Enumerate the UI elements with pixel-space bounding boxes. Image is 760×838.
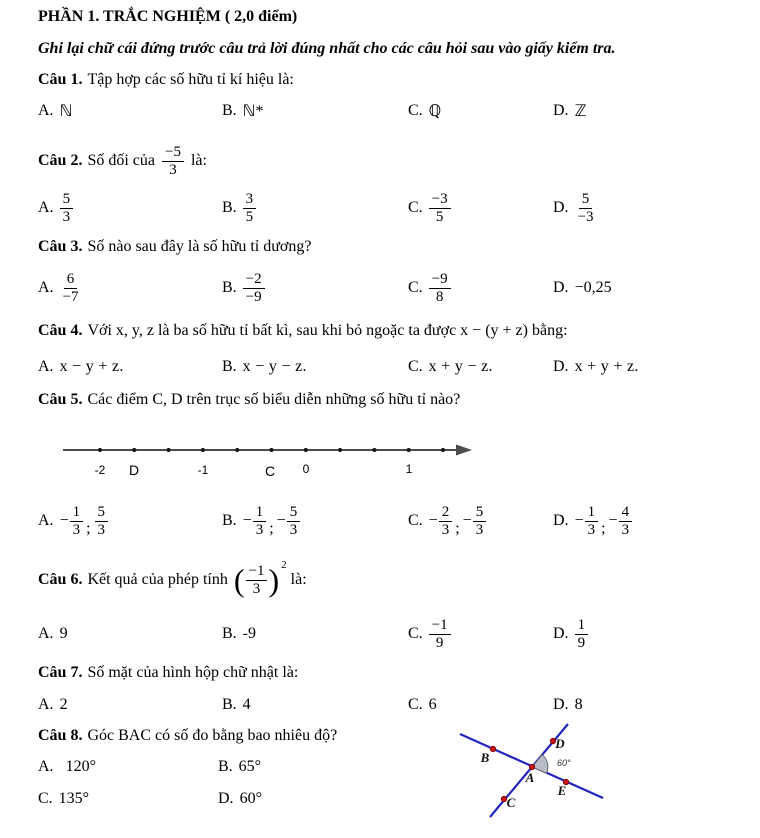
fraction-denominator: 3 [169, 161, 177, 178]
option-b [222, 101, 408, 121]
fraction-denominator: 3 [587, 521, 596, 538]
question-label: Câu 7. [38, 664, 83, 681]
fraction-numerator: 5 [60, 191, 74, 208]
fraction [243, 191, 257, 224]
question-label: Câu 6. [38, 571, 83, 588]
option-text: −0,25 [574, 279, 612, 296]
option-key: D. [553, 696, 569, 713]
option-c [408, 271, 553, 304]
fraction-numerator: 5 [287, 504, 301, 521]
fraction-numerator: −9 [429, 271, 451, 288]
question-1-title [38, 71, 294, 89]
fraction [243, 271, 265, 304]
minus-sign: − [59, 512, 69, 529]
option-b [222, 191, 408, 224]
question-label: Câu 8. [38, 727, 83, 744]
option-text: 6 [428, 696, 437, 713]
option-text: 60° [239, 790, 262, 807]
fraction-denominator: 3 [72, 521, 81, 538]
fraction-numerator: 1 [575, 617, 589, 634]
fraction-denominator: 5 [245, 208, 254, 225]
option-text: x − y − z. [242, 358, 307, 375]
question-6-title [38, 554, 307, 606]
option-b [222, 625, 408, 643]
minus-sign: − [574, 512, 584, 529]
question-3-title [38, 238, 311, 256]
question-7-title [38, 664, 298, 682]
option-d [553, 191, 753, 224]
fraction [473, 504, 487, 537]
fraction-numerator: −1 [429, 617, 451, 634]
fraction-numerator: 1 [585, 504, 599, 521]
fraction-denominator: 9 [577, 634, 586, 651]
option-key: A. [38, 279, 54, 296]
point-C-label: C [506, 795, 516, 810]
option-text: ℤ [574, 103, 587, 120]
point-B [490, 746, 495, 751]
fraction [60, 191, 74, 224]
question-6-options [38, 610, 753, 658]
fraction [162, 144, 184, 177]
option-a [38, 271, 222, 304]
question-text: Số nào sau đây là số hữu tỉ dương? [87, 238, 312, 255]
tick-label: 0 [302, 462, 310, 476]
tick-label: 1 [405, 462, 413, 476]
fraction-denominator: 5 [435, 208, 444, 225]
fraction [70, 504, 84, 537]
question-3-options [38, 264, 753, 312]
point-A-label: A [525, 770, 535, 785]
fraction [429, 271, 451, 304]
option-c [408, 101, 553, 121]
question-text: Tập hợp các số hữu tỉ kí hiệu là: [87, 71, 294, 88]
option-key: A. [38, 102, 54, 119]
question-8-title [38, 727, 337, 745]
fraction-denominator: 3 [62, 208, 71, 225]
point-E-label: E [557, 783, 567, 798]
arrowhead-icon [456, 445, 472, 456]
option-key: A. [38, 512, 54, 529]
option-b [222, 504, 408, 537]
separator: ; [455, 519, 460, 537]
angle-wedge [532, 755, 548, 774]
fraction-denominator: 3 [97, 521, 106, 538]
fraction-numerator: 6 [64, 271, 78, 288]
question-label: Câu 2. [38, 152, 83, 169]
fraction-numerator: −3 [429, 191, 451, 208]
minus-sign: − [462, 512, 472, 529]
option-key: D. [553, 102, 569, 119]
option-d [218, 790, 262, 808]
option-c [408, 617, 553, 650]
fraction [60, 271, 82, 304]
point-D-label: D [555, 736, 565, 751]
question-5-title [38, 391, 460, 409]
option-key: A. [38, 358, 54, 375]
option-c [38, 790, 218, 808]
angle-value-label: 60° [557, 758, 571, 768]
fraction-numerator: 5 [473, 504, 487, 521]
option-text: ℕ* [242, 103, 264, 120]
question-text: Với x, y, z là ba số hữu tỉ bất kì, sau khi bỏ ngoặc ta được x − (y + z) bằng: [87, 322, 568, 339]
fraction-numerator: −2 [243, 271, 265, 288]
option-key: C. [408, 696, 423, 713]
option-c [408, 358, 553, 376]
question-2-options [38, 184, 753, 232]
fraction [429, 191, 451, 224]
number-line-figure [40, 428, 490, 480]
fraction [246, 563, 268, 596]
option-text: ℚ [428, 103, 442, 120]
question-5-options [38, 497, 753, 545]
question-text: Số mặt của hình hộp chữ nhật là: [87, 664, 299, 681]
option-key: D. [553, 279, 569, 296]
fraction-denominator: 3 [252, 580, 261, 597]
separator: ; [601, 519, 606, 537]
option-text: x + y + z. [574, 358, 639, 375]
option-key: A. [38, 758, 54, 775]
option-text: 135° [58, 790, 90, 807]
fraction-denominator: 3 [621, 521, 630, 538]
option-key: D. [553, 512, 569, 529]
option-key: A. [38, 199, 54, 216]
q8-angle-figure [445, 702, 625, 838]
fraction [585, 504, 599, 537]
option-key: D. [553, 625, 569, 642]
option-key: A. [38, 625, 54, 642]
fraction-denominator: −9 [245, 288, 262, 305]
option-key: C. [408, 102, 423, 119]
fraction-numerator: 5 [579, 191, 593, 208]
minus-sign: − [608, 512, 618, 529]
question-text: Số đối của [87, 152, 155, 169]
minus-sign: − [242, 512, 252, 529]
question-7-options [38, 696, 753, 714]
tick-label: -2 [94, 463, 106, 477]
fraction-denominator: 3 [475, 521, 484, 538]
option-text: x − y + z. [59, 358, 124, 375]
question-text: Các điểm C, D trên trục số biểu diễn những số hữu tỉ nào? [87, 391, 461, 408]
question-2-title [38, 136, 207, 186]
option-a [38, 696, 222, 714]
option-text: 9 [59, 625, 68, 642]
minus-sign: − [276, 512, 286, 529]
point-d-label: D [128, 462, 140, 478]
question-text: Góc BAC có số đo bằng bao nhiêu độ? [87, 727, 338, 744]
fraction-denominator: 9 [435, 634, 444, 651]
question-text: là: [190, 152, 207, 169]
option-key: B. [218, 758, 233, 775]
question-text: là: [290, 571, 307, 588]
option-key: C. [408, 279, 423, 296]
question-4-title [38, 322, 568, 340]
fraction-denominator: 3 [255, 521, 264, 538]
option-d [553, 279, 753, 297]
option-c [408, 504, 553, 537]
option-b [222, 696, 408, 714]
option-c [408, 191, 553, 224]
option-key: B. [222, 358, 237, 375]
option-a [38, 358, 222, 376]
option-key: C. [408, 199, 423, 216]
option-key: B. [222, 199, 237, 216]
question-text: Kết quả của phép tính [87, 571, 228, 588]
option-a [38, 101, 222, 121]
option-key: C. [408, 625, 423, 642]
exam-instruction: Ghi lại chữ cái đứng trước câu trả lời đúng nhất cho các câu hỏi sau vào giấy kiểm tra. [38, 40, 616, 57]
question-label: Câu 4. [38, 322, 83, 339]
tick-label: -1 [197, 463, 209, 477]
option-key: B. [222, 625, 237, 642]
option-key: C. [38, 790, 53, 807]
option-a [38, 504, 222, 537]
option-key: B. [222, 696, 237, 713]
option-key: D. [553, 358, 569, 375]
fraction [287, 504, 301, 537]
separator: ; [86, 519, 91, 537]
option-key: D. [218, 790, 234, 807]
option-d [553, 101, 753, 121]
fraction [619, 504, 633, 537]
fraction-numerator: −1 [246, 563, 268, 580]
fraction-denominator: 8 [435, 288, 444, 305]
option-key: C. [408, 512, 423, 529]
question-label: Câu 3. [38, 238, 83, 255]
option-a [38, 191, 222, 224]
option-b [222, 358, 408, 376]
option-key: C. [408, 358, 423, 375]
separator: ; [269, 519, 274, 537]
minus-sign: − [428, 512, 438, 529]
fraction-numerator: 1 [70, 504, 84, 521]
option-key: B. [222, 102, 237, 119]
fraction [253, 504, 267, 537]
fraction [429, 617, 451, 650]
option-text: x + y − z. [428, 358, 493, 375]
fraction [95, 504, 109, 537]
question-label: Câu 5. [38, 391, 83, 408]
fraction [575, 617, 589, 650]
point-c-label: C [264, 463, 276, 479]
point-B-label: B [480, 750, 490, 765]
option-a [38, 625, 222, 643]
question-label: Câu 1. [38, 71, 83, 88]
close-paren: ) [268, 561, 280, 598]
option-text: 120° [65, 758, 96, 775]
option-a [38, 758, 218, 776]
question-8-options-row2 [38, 790, 438, 808]
fraction [439, 504, 453, 537]
question-8-options-row1 [38, 758, 438, 776]
option-d [553, 617, 753, 650]
fraction-denominator: 3 [441, 521, 450, 538]
fraction-numerator: 2 [439, 504, 453, 521]
option-text: ℕ [59, 103, 73, 120]
open-paren: ( [233, 561, 245, 598]
fraction-denominator: −7 [62, 288, 79, 305]
option-d [553, 358, 753, 376]
option-key: B. [222, 279, 237, 296]
option-text: -9 [242, 625, 256, 642]
fraction-numerator: 3 [243, 191, 257, 208]
option-b [222, 271, 408, 304]
question-1-options [38, 101, 753, 121]
fraction [575, 191, 597, 224]
exponent: 2 [281, 559, 287, 571]
fraction-numerator: 1 [253, 504, 267, 521]
option-text: 65° [238, 758, 262, 775]
option-key: A. [38, 696, 54, 713]
option-b [218, 758, 261, 776]
option-text: 8 [574, 696, 583, 713]
fraction-numerator: 5 [95, 504, 109, 521]
fraction-numerator: 4 [619, 504, 633, 521]
fraction-denominator: 3 [289, 521, 298, 538]
option-d [553, 504, 753, 537]
point-A [529, 764, 534, 769]
fraction-denominator: −3 [577, 208, 594, 225]
option-text: 4 [242, 696, 251, 713]
option-text: 2 [59, 696, 68, 713]
option-key: B. [222, 512, 237, 529]
fraction-numerator: −5 [162, 144, 184, 161]
page-title: PHẦN 1. TRẮC NGHIỆM ( 2,0 điểm) [38, 8, 298, 25]
question-4-options [38, 358, 753, 376]
option-key: D. [553, 199, 569, 216]
